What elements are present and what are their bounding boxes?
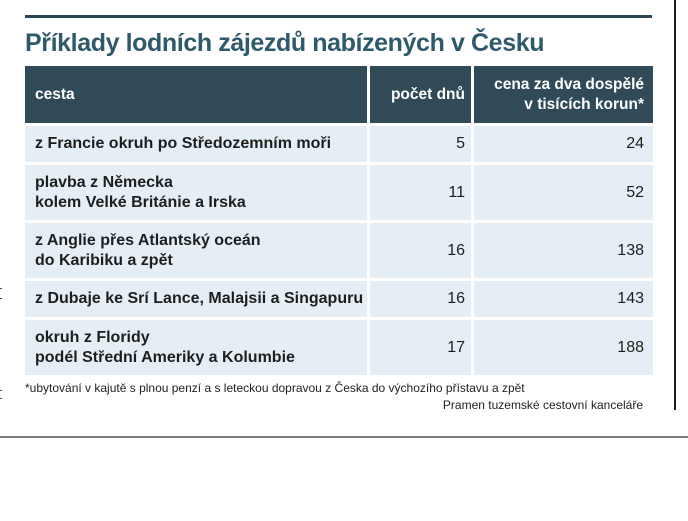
left-edge-mark — [0, 398, 2, 399]
table-header-row — [25, 66, 653, 123]
table-row — [25, 281, 653, 317]
cell-days: 11 — [367, 165, 471, 220]
footnote: *ubytování v kajutě s plnou penzí a s leteckou dopravou z Česka do výchozího přístavu a zpět — [25, 381, 525, 395]
table-row — [25, 126, 653, 162]
table-row — [25, 165, 653, 220]
header-route: cesta — [25, 66, 367, 123]
source-note: Pramen tuzemské cestovní kanceláře — [442, 398, 643, 412]
cell-days: 16 — [367, 223, 471, 278]
cell-route: z Anglie přes Atlantský oceán do Karibiku a zpět — [35, 231, 261, 269]
cell-route: plavba z Německa kolem Velké Británie a Irska — [35, 173, 246, 211]
header-price: cena za dva dospělé v tisících korun* — [471, 66, 653, 123]
top-rule — [25, 15, 652, 18]
cell-route: okruh z Floridy podél Střední Ameriky a Kolumbie — [35, 328, 295, 366]
cell-days: 17 — [367, 320, 471, 375]
cruise-table — [25, 66, 653, 375]
right-page-border — [674, 0, 676, 410]
cell-days: 16 — [367, 281, 471, 317]
left-edge-mark — [0, 390, 2, 391]
cell-price: 138 — [471, 223, 653, 278]
cell-price: 143 — [471, 281, 653, 317]
header-days: počet dnů — [367, 66, 471, 123]
table-body — [25, 126, 653, 375]
left-edge-mark — [0, 288, 2, 289]
cell-days: 5 — [367, 126, 471, 162]
left-edge-mark — [0, 298, 2, 299]
cell-route: z Francie okruh po Středozemním moři — [35, 135, 332, 152]
table-row — [25, 320, 653, 375]
cell-price: 52 — [471, 165, 653, 220]
cell-route: z Dubaje ke Srí Lance, Malajsii a Singapuru — [35, 290, 364, 307]
cell-price: 188 — [471, 320, 653, 375]
table-title: Příklady lodních zájezdů nabízených v Česku — [25, 29, 545, 57]
cell-price: 24 — [471, 126, 653, 162]
bottom-page-rule — [0, 436, 688, 438]
table-row — [25, 223, 653, 278]
